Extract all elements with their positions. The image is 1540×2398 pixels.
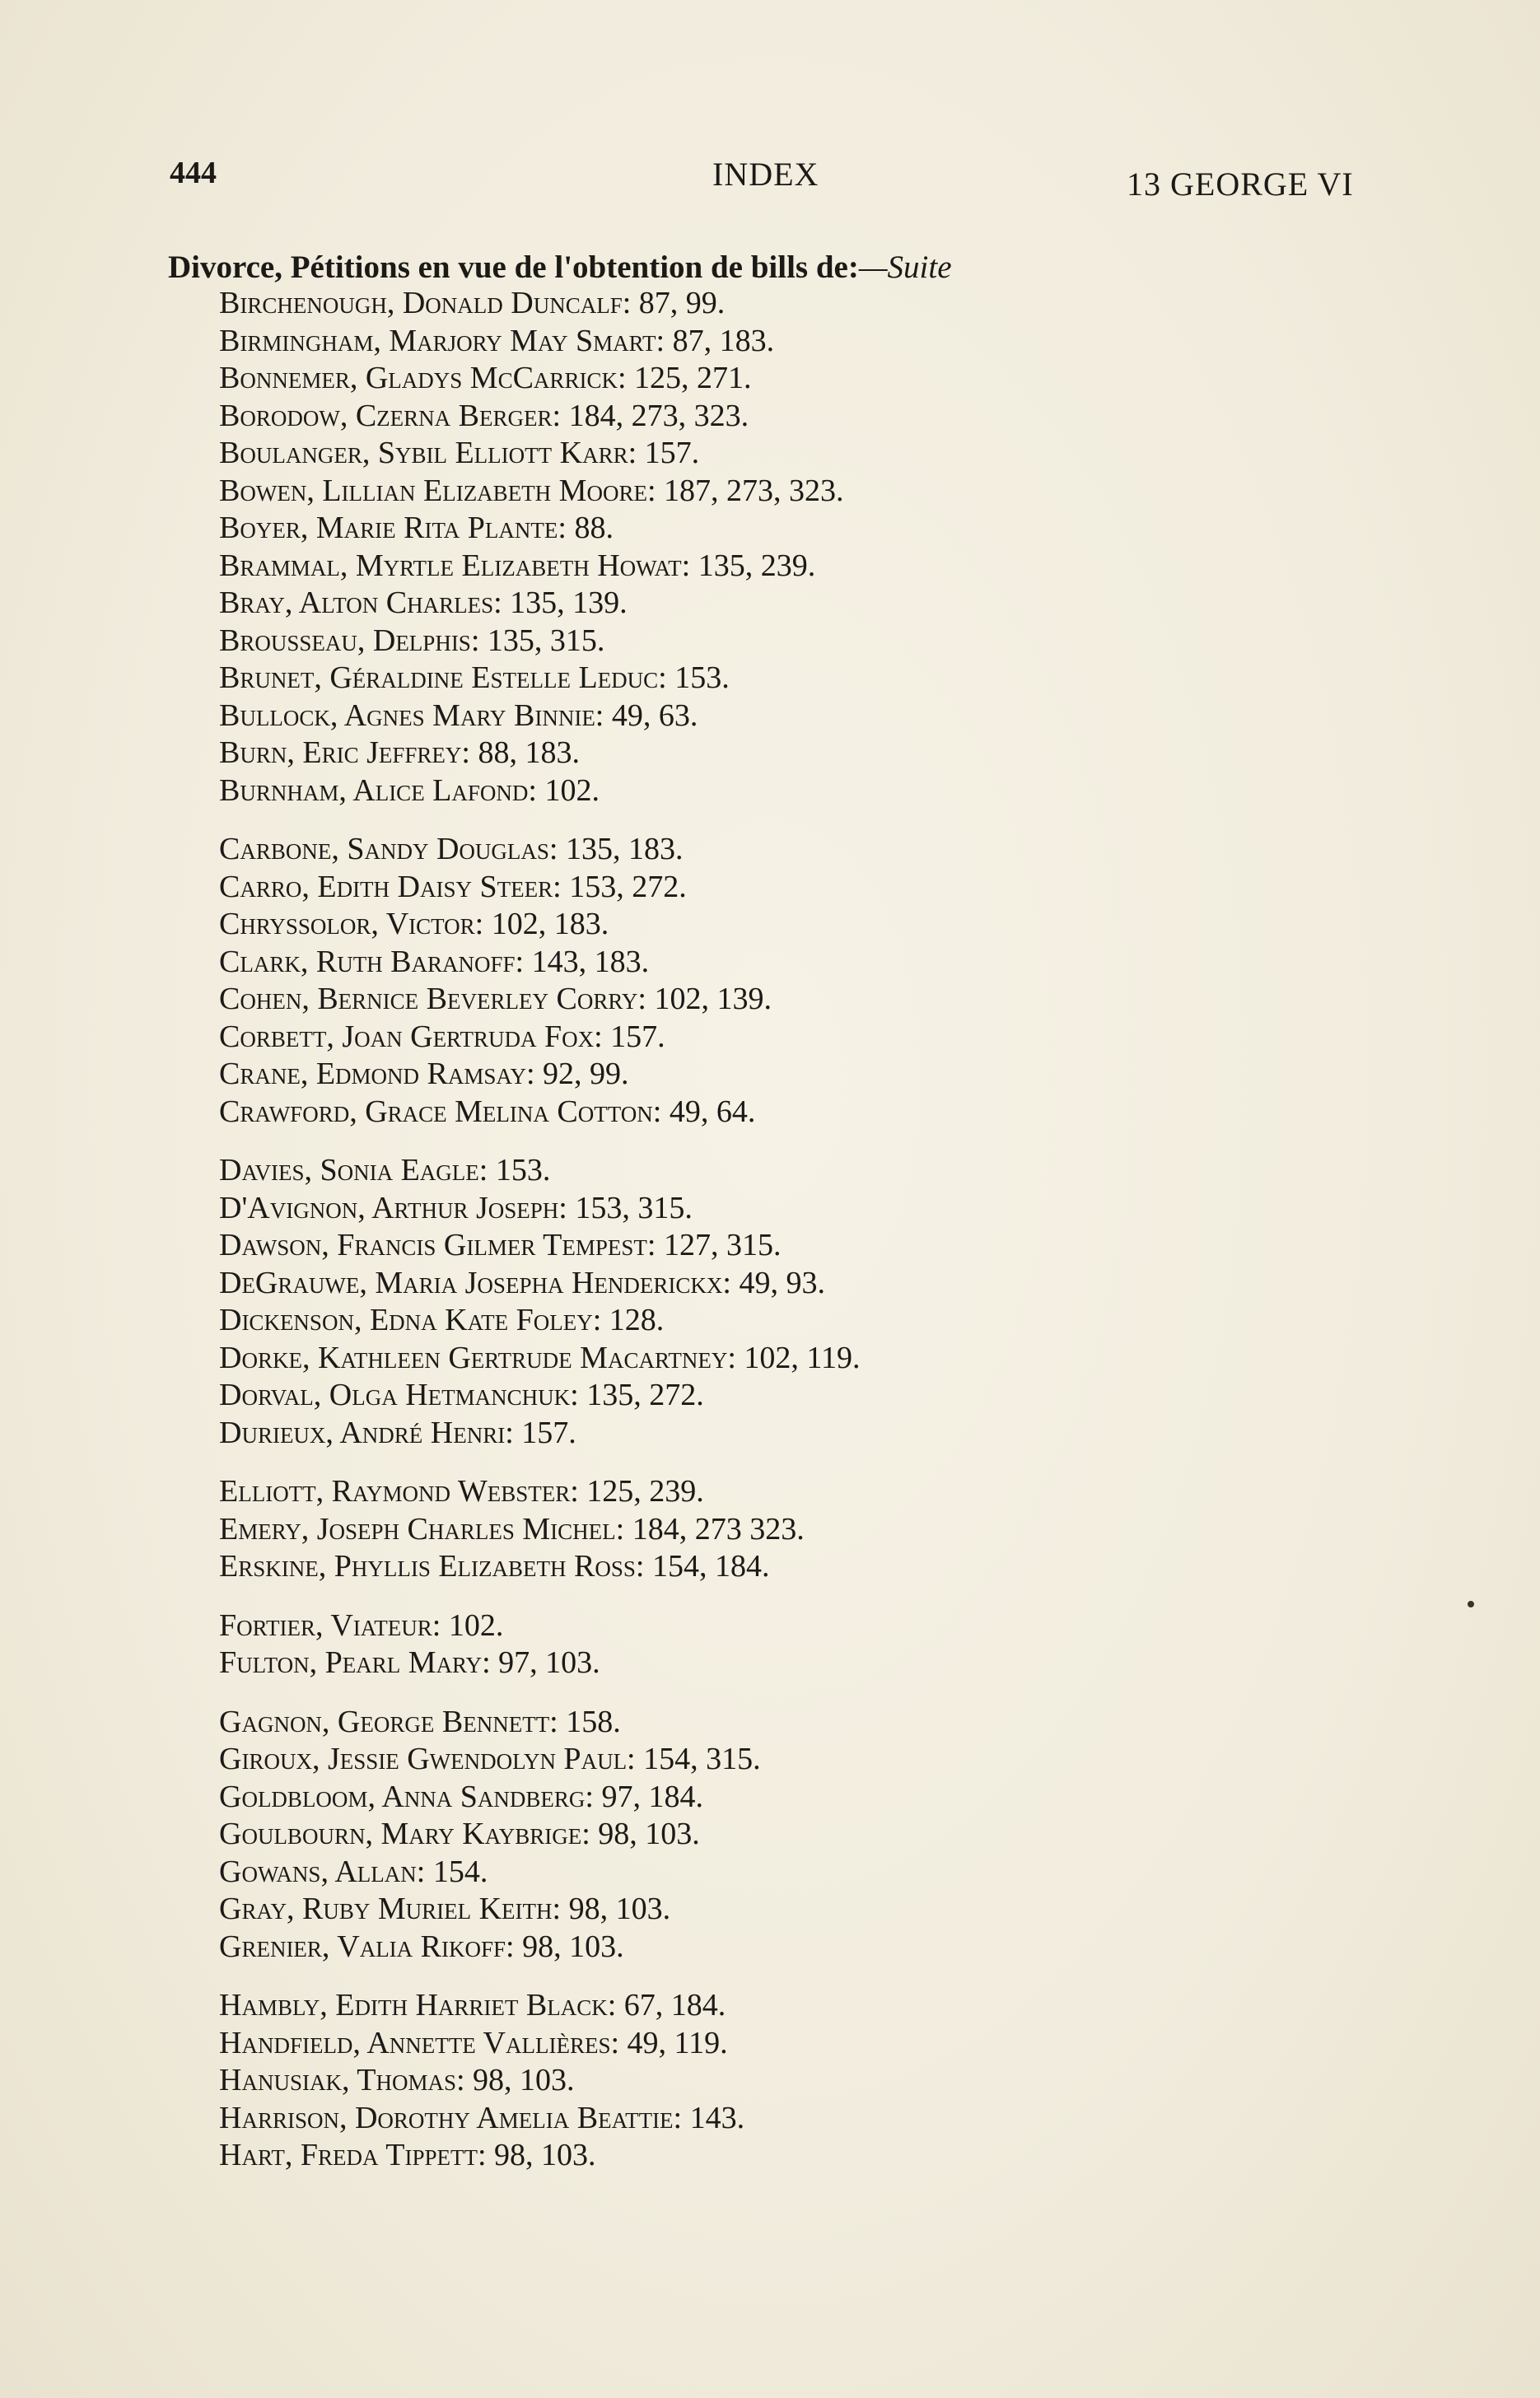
entry-pages: 98, 103. <box>568 1892 671 1926</box>
entry-pages: 88, 183. <box>478 735 580 770</box>
entry-name: Gagnon, George Bennett: <box>219 1704 558 1739</box>
index-entry <box>219 548 1454 586</box>
entry-name: Brammal, Myrtle Elizabeth Howat: <box>219 548 691 583</box>
entry-name: Hanusiak, Thomas: <box>219 2063 465 2097</box>
index-entry <box>219 869 1454 907</box>
entry-name: Crane, Edmond Ramsay: <box>219 1057 535 1091</box>
section-heading-text: Divorce, Pétitions en vue de l'obtention de bills de: <box>168 250 859 285</box>
entry-pages: 98, 103. <box>494 2138 596 2172</box>
entry-pages: 102, 183. <box>491 907 609 941</box>
index-entry <box>219 360 1454 398</box>
entry-name: Brousseau, Delphis: <box>219 623 480 658</box>
entry-pages: 49, 63. <box>611 697 698 733</box>
index-entry <box>219 1340 1454 1378</box>
entry-name: D'Avignon, Arthur Joseph: <box>219 1190 567 1225</box>
entry-pages: 143, 183. <box>531 944 650 979</box>
section-heading <box>168 249 952 286</box>
entry-pages: 135, 272. <box>586 1378 704 1412</box>
index-entry <box>219 2025 1454 2063</box>
entry-pages: 88. <box>574 511 614 545</box>
index-entry <box>219 660 1454 697</box>
index-entry <box>219 1854 1454 1892</box>
entry-pages: 184, 273, 323. <box>568 398 749 433</box>
entry-pages: 67, 184. <box>623 1988 726 2022</box>
entry-pages: 125, 239. <box>586 1474 704 1509</box>
entry-name: Gray, Ruby Muriel Keith: <box>219 1892 562 1926</box>
entry-name: Carro, Edith Daisy Steer: <box>219 869 562 904</box>
index-entry <box>219 1929 1454 1966</box>
entry-pages: 92, 99. <box>543 1057 629 1091</box>
entry-name: Durieux, André Henri: <box>219 1415 514 1450</box>
entry-pages: 87, 99. <box>638 286 726 320</box>
index-letter-group <box>219 1607 1454 1682</box>
entry-pages: 135, 239. <box>698 548 816 583</box>
entry-name: Bray, Alton Charles: <box>219 586 502 620</box>
index-entry <box>219 510 1454 548</box>
entry-name: Birmingham, Marjory May Smart: <box>219 323 665 358</box>
entry-pages: 153. <box>674 660 730 695</box>
entry-pages: 153, 272. <box>569 869 687 904</box>
entry-pages: 158. <box>566 1704 621 1739</box>
entry-pages: 135, 139. <box>510 586 628 620</box>
entry-name: Fulton, Pearl Mary: <box>219 1645 491 1680</box>
entry-name: Grenier, Valia Rikoff: <box>219 1929 515 1964</box>
index-letter-group <box>219 1987 1454 2175</box>
entry-pages: 98, 103. <box>598 1817 700 1851</box>
index-entry <box>219 585 1454 623</box>
session-title: 13 GEORGE VI <box>1127 166 1354 203</box>
entry-name: Birchenough, Donald Duncalf: <box>219 286 632 320</box>
entry-name: Giroux, Jessie Gwendolyn Paul: <box>219 1742 636 1776</box>
entry-name: Gowans, Allan: <box>219 1854 426 1889</box>
entry-pages: 128. <box>609 1303 665 1337</box>
index-entry <box>219 1779 1454 1817</box>
index-letter-group <box>219 1473 1454 1586</box>
entry-pages: 184, 273 323. <box>632 1511 805 1547</box>
paper-speck <box>1468 1601 1474 1607</box>
index-letter-group <box>219 285 1454 809</box>
entry-name: Goulbourn, Mary Kaybrige: <box>219 1817 590 1851</box>
entry-name: Boulanger, Sybil Elliott Karr: <box>219 436 637 470</box>
index-entry <box>219 285 1454 323</box>
entry-name: Brunet, Géraldine Estelle Leduc: <box>219 660 667 695</box>
entry-pages: 135, 315. <box>487 623 605 658</box>
entry-name: Hambly, Edith Harriet Black: <box>219 1988 617 2022</box>
entry-pages: 97, 184. <box>601 1779 703 1814</box>
index-entry <box>219 1265 1454 1303</box>
section-continuation: —Suite <box>858 250 952 285</box>
entry-pages: 157. <box>610 1019 665 1054</box>
index-entry <box>219 1473 1454 1511</box>
entry-name: Goldbloom, Anna Sandberg: <box>219 1779 594 1814</box>
entry-pages: 102, 119. <box>744 1340 861 1375</box>
entry-name: Hart, Freda Tippett: <box>219 2138 487 2172</box>
entry-name: Emery, Joseph Charles Michel: <box>219 1511 625 1547</box>
page-number: 444 <box>170 156 217 190</box>
index-entry <box>219 1607 1454 1645</box>
entry-pages: 157. <box>521 1415 576 1450</box>
index-entries <box>219 285 1454 2196</box>
entry-name: Cohen, Bernice Beverley Corry: <box>219 982 646 1016</box>
entry-pages: 125, 271. <box>634 361 752 395</box>
index-entry <box>219 2062 1454 2100</box>
index-entry <box>219 981 1454 1019</box>
entry-pages: 97, 103. <box>498 1645 600 1680</box>
index-entry <box>219 697 1454 735</box>
entry-name: Clark, Ruth Baranoff: <box>219 944 525 979</box>
entry-pages: 98, 103. <box>473 2063 575 2097</box>
entry-name: Dawson, Francis Gilmer Tempest: <box>219 1228 656 1262</box>
entry-name: Bowen, Lillian Elizabeth Moore: <box>219 473 656 508</box>
running-head <box>0 155 1540 204</box>
entry-pages: 157. <box>644 436 700 470</box>
index-entry <box>219 473 1454 511</box>
index-letter-group <box>219 831 1454 1131</box>
entry-name: Erskine, Phyllis Elizabeth Ross: <box>219 1549 645 1584</box>
index-entry <box>219 435 1454 473</box>
index-entry <box>219 1645 1454 1682</box>
entry-name: Handfield, Annette Vallières: <box>219 2025 620 2060</box>
entry-pages: 154, 184. <box>651 1549 770 1584</box>
entry-pages: 127, 315. <box>663 1228 782 1262</box>
entry-name: Carbone, Sandy Douglas: <box>219 832 558 866</box>
entry-pages: 102, 139. <box>654 982 772 1016</box>
entry-name: Crawford, Grace Melina Cotton: <box>219 1094 662 1129</box>
entry-pages: 153, 315. <box>575 1190 693 1225</box>
index-entry <box>219 1227 1454 1265</box>
index-letter-group <box>219 1704 1454 1966</box>
entry-name: Dickenson, Edna Kate Foley: <box>219 1303 602 1337</box>
entry-pages: 187, 273, 323. <box>664 473 844 508</box>
entry-name: Fortier, Viateur: <box>219 1607 441 1643</box>
index-entry <box>219 1152 1454 1190</box>
entry-pages: 49, 64. <box>669 1094 756 1129</box>
entry-name: Corbett, Joan Gertruda Fox: <box>219 1019 603 1054</box>
index-entry <box>219 1548 1454 1586</box>
index-entry <box>219 1056 1454 1094</box>
index-entry <box>219 1302 1454 1340</box>
entry-pages: 154, 315. <box>643 1742 761 1776</box>
index-entry <box>219 1891 1454 1929</box>
index-title: INDEX <box>712 156 819 193</box>
entry-name: Boyer, Marie Rita Plante: <box>219 511 567 545</box>
index-entry <box>219 1019 1454 1057</box>
index-entry <box>219 2137 1454 2175</box>
entry-pages: 153. <box>495 1153 551 1187</box>
entry-name: Bullock, Agnes Mary Binnie: <box>219 697 604 733</box>
entry-pages: 102. <box>544 772 600 808</box>
index-entry <box>219 2100 1454 2138</box>
index-entry <box>219 1987 1454 2025</box>
entry-name: Harrison, Dorothy Amelia Beattie: <box>219 2100 683 2135</box>
index-entry <box>219 1094 1454 1131</box>
index-entry <box>219 623 1454 660</box>
index-letter-group <box>219 1152 1454 1452</box>
index-entry <box>219 1816 1454 1854</box>
index-entry <box>219 772 1454 810</box>
entry-pages: 154. <box>432 1854 488 1889</box>
entry-name: Dorke, Kathleen Gertrude Macartney: <box>219 1340 736 1375</box>
index-entry <box>219 1415 1454 1453</box>
entry-name: Bonnemer, Gladys McCarrick: <box>219 361 627 395</box>
entry-name: Borodow, Czerna Berger: <box>219 398 562 433</box>
index-entry <box>219 735 1454 772</box>
entry-name: DeGrauwe, Maria Josepha Henderickx: <box>219 1265 731 1300</box>
index-entry <box>219 906 1454 944</box>
index-entry <box>219 398 1454 436</box>
entry-name: Burn, Eric Jeffrey: <box>219 735 470 770</box>
index-entry <box>219 944 1454 982</box>
index-entry <box>219 1704 1454 1742</box>
entry-name: Elliott, Raymond Webster: <box>219 1474 579 1509</box>
entry-name: Dorval, Olga Hetmanchuk: <box>219 1378 579 1412</box>
entry-pages: 49, 119. <box>627 2025 728 2060</box>
entry-pages: 135, 183. <box>565 832 684 866</box>
entry-name: Chryssolor, Victor: <box>219 907 484 941</box>
entry-name: Burnham, Alice Lafond: <box>219 772 537 808</box>
index-entry <box>219 1377 1454 1415</box>
entry-pages: 87, 183. <box>672 323 775 358</box>
entry-pages: 102. <box>448 1607 504 1643</box>
entry-name: Davies, Sonia Eagle: <box>219 1153 488 1187</box>
entry-pages: 98, 103. <box>522 1929 624 1964</box>
index-entry <box>219 1741 1454 1779</box>
index-entry <box>219 1190 1454 1228</box>
index-entry <box>219 1511 1454 1549</box>
entry-pages: 143. <box>689 2100 745 2135</box>
index-entry <box>219 831 1454 869</box>
entry-pages: 49, 93. <box>739 1265 825 1300</box>
index-entry <box>219 323 1454 361</box>
